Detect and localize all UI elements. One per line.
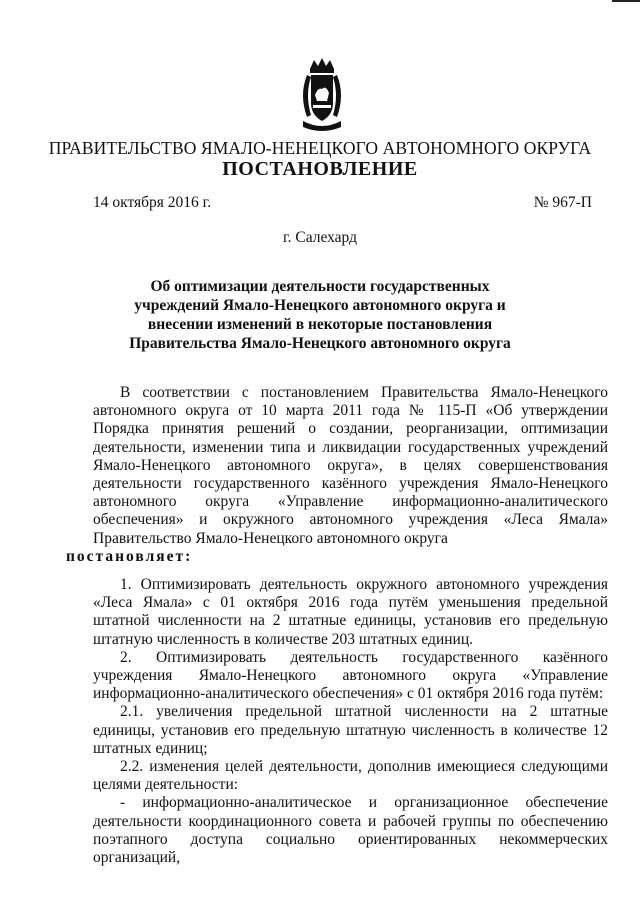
list-item: 2.2. изменения целей деятельности, дополнив имеющиеся следующими целями деятельности: [93,758,608,794]
document-number: № 967-П [533,194,592,211]
list-item: 1. Оптимизировать деятельность окружного автономного учреждения «Леса Ямала» с 01 октября 2016 года путём уменьшения предельной штатной численности на 2 штатные единицы, установив его предельную штатную численность в количестве 203 штатных единиц. [93,576,608,648]
document-type-heading: ПОСТАНОВЛЕНИЕ [222,158,418,180]
coat-of-arms-emblem-icon [297,55,347,135]
government-name: ПРАВИТЕЛЬСТВО ЯМАЛО-НЕНЕЦКОГО АВТОНОМНОГО ОКРУГА [48,138,592,158]
list-item: 2. Оптимизировать деятельность государственного казённого учреждения Ямало-Ненецкого автономного округа «Управление информационно-аналитического обеспечения» с 01 октября 2016 года путём: [93,648,608,703]
document-title: Об оптимизации деятельности государственных учреждений Ямало-Ненецкого автономного округа и внесении изменений в некоторые постановления Правительства Ямало-Ненецкого автономного округа [129,278,511,352]
preamble-text: В соответствии с постановлением Правительства Ямало-Ненецкого автономного округа от 10 марта 2011 года № 115-П «Об утверждении Порядка принятия решений о создании, реорганизации, оптимизации деятельности, изменении типа и ликвидации государственных учреждений Ямало-Ненецкого автономного округа», в целях совершенствования деятельности государственного казённого учреждения Ямало-Ненецкого автономного округа «Управление информационно-аналитического обеспечения» и окружного автономного учреждения «Леса Ямала» Правительство Ямало-Ненецкого автономного округа [93,384,608,547]
document-date: 14 октября 2016 г. [93,194,212,211]
list-item: - информационно-аналитическое и организационное обеспечение деятельности координационного совета и рабочей группы по обеспечению поэтапного доступа социально ориентированных некоммерческих организаций, [93,794,608,867]
resolves-word: постановляет: [66,547,193,565]
corner-mark [612,0,640,2]
document-city: г. Салехард [283,229,357,246]
preamble-paragraph [66,384,608,566]
document-body [66,384,608,867]
list-item: 2.1. увеличения предельной штатной численности на 2 штатные единицы, установив его предельную штатную численность в количестве 12 штатных единиц; [93,703,608,757]
